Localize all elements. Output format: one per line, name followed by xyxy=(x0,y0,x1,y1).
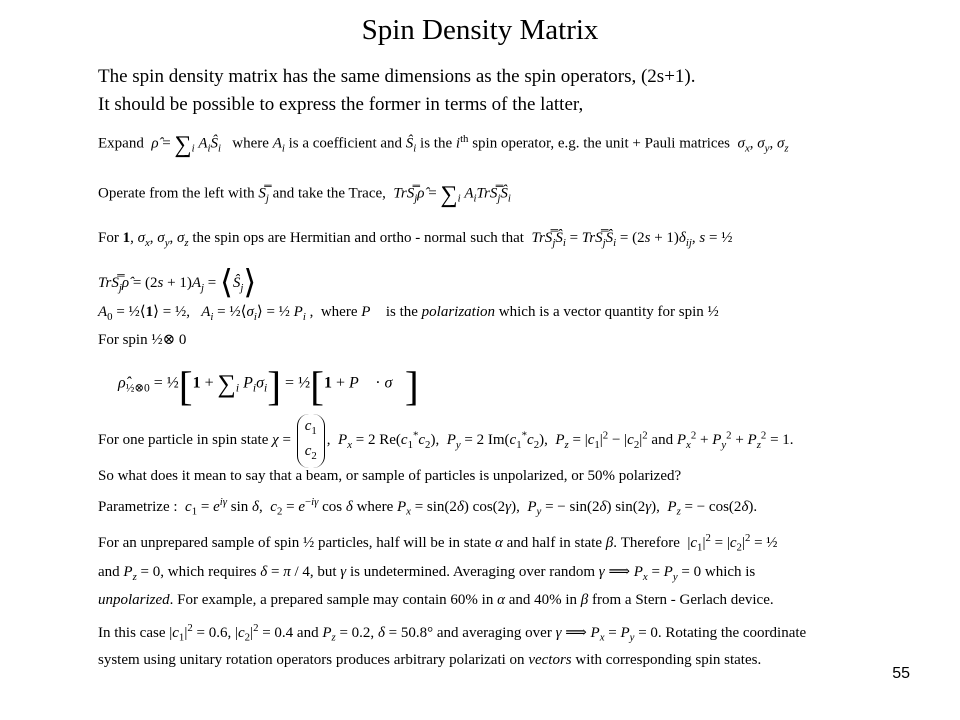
undetermined-line: and $P_z = 0$, which requires δ = π / 4, but γ is undetermined. Averaging over random γ ⟹ $P_x = P_y = 0$ which is xyxy=(98,564,756,583)
hermitian-text: the spin ops are Hermitian and ortho - normal such that xyxy=(192,230,524,246)
operate-text-b: and take the Trace, xyxy=(272,185,386,202)
but-word: , but xyxy=(309,564,337,580)
coef-text: is a coefficient and xyxy=(288,135,403,152)
slide-title: Spin Density Matrix xyxy=(361,14,599,46)
example-text: . For example, a prepared sample may contain 60% in xyxy=(169,592,494,608)
vectors-word: vectors xyxy=(528,652,572,668)
pol-is-the: is the xyxy=(385,304,418,320)
parametrize-line: Parametrize : $c_1 = e^{i\gamma}$ sin δ, $c_2 = e^{-i\gamma}$ cos δ where $P_x = \sin(2\delta)$ cos(2γ), $P_y$ = − sin(2δ) sin(2γ), $P_z$ = − cos(2δ). xyxy=(98,496,758,518)
and-averaging: and averaging over xyxy=(436,624,552,641)
and-pz: and xyxy=(98,564,120,580)
one-particle-line: For one particle in spin state $\chi = c_1$ $c_2$, $P_x = 2$ $Re(c_1^*c_2)$, $P_y = 2$ $Im(c_1^*c_2)$, $P_z = |c_1|^2 - |c_2|^2$ and $P_x^2 + P_y^2 + P_z^2 = 1$. xyxy=(98,414,794,468)
system-line xyxy=(98,652,761,669)
unpolarized-word: unpolarized xyxy=(98,592,170,608)
parametrize-label: Parametrize : xyxy=(98,498,178,515)
unprepared-line: For an unprepared sample of spin ½ particles, half will be in state α and half in state β. Therefore $|c_1|^2 = |c_2|^2$ = ½ xyxy=(98,532,778,554)
unprep-c: and half in state xyxy=(506,534,602,551)
unprep-d: . Therefore xyxy=(613,534,680,551)
hermitian-line: For 1, $\sigma_x$, $\sigma_y$, $\sigma_z$ the spin ops are Hermitian and ortho - normal such that $TrS̿_jŜ_i$ = $TrS̿_jŜ_i = (2s + 1)\delta_{ij}$, s = ½ xyxy=(98,230,733,249)
in-this-case-line: In this case $|c_1|^2 = 0.6$, $|c_2|^2 = 0.4$ and $P_z = 0.2$, δ = 50.8° and averaging over γ ⟹ $P_x = P_y = 0$. Rotating the coordinate xyxy=(98,622,807,644)
intro-line-1: The spin density matrix has the same dimensions as the spin operators, (2s+1). xyxy=(98,66,696,87)
one-particle-text: For one particle in spin state xyxy=(98,432,269,449)
in-this-case: In this case xyxy=(98,624,166,641)
pol-where: where xyxy=(320,304,358,320)
for-spin-text: For spin xyxy=(98,332,148,348)
page-number: 55 xyxy=(892,665,910,682)
question-line: So what does it mean to say that a beam, or sample of particles is unpolarized, or 50% polarized? xyxy=(98,468,682,484)
pol-tail: which is a vector quantity for spin xyxy=(498,304,704,320)
system-b: with corresponding spin states. xyxy=(575,652,762,668)
example-line: unpolarized. For example, a prepared sample may contain 60% in α and 40% in β from a Stern - Gerlach device. xyxy=(98,592,774,608)
which-is: which is xyxy=(704,564,756,580)
which-requires: , which requires xyxy=(160,564,257,580)
unprep-b: particles, half will be in state xyxy=(317,534,492,551)
expand-line: Expand ρ̂ = $\sum_i$ $A_iŜ_i$ where $A_i$ is a coefficient and $Ŝ_i$ is the $i^{th}$ spin operator, e.g. the unit + Pauli matrices $\sigma_x$, $\sigma_y$, $\sigma_z$ xyxy=(98,132,789,158)
operate-text-a: Operate from the left with xyxy=(98,185,255,202)
system-a: system using unitary rotation operators produces arbitrary polarizati on xyxy=(98,652,525,668)
expand-tail: spin operator, e.g. the unit + Pauli matrices xyxy=(472,135,731,152)
polarization-word: polarization xyxy=(421,304,496,320)
operate-line: Operate from the left with $S̿_j$ and take the Trace, $TrS̿_j\rhô = \sum_i$ $A_iTrS̿_jŜ_i$ xyxy=(98,182,511,208)
stern-gerlach-text: from a Stern - Gerlach device. xyxy=(592,592,774,608)
expand-word: Expand xyxy=(98,135,144,152)
unprep-a: For an unprepared sample of spin xyxy=(98,534,300,551)
is-the-text: is the xyxy=(420,135,453,152)
where-word: where xyxy=(232,135,269,152)
param-where: where xyxy=(356,498,394,515)
spinor-column: $c_1$ $c_2$ xyxy=(297,414,325,468)
intro-line-2: It should be possible to express the former in terms of the latter, xyxy=(98,94,584,115)
and-40: and 40% in xyxy=(508,592,578,608)
rotating-text: . Rotating the coordinate xyxy=(657,624,807,641)
for-spin-line: For spin ½⊗ 0 xyxy=(98,332,187,348)
rho-equation: $\rhô_{\frac{1}{2}\otimes 0}$ = ½[1 + $\sum_i$ $P_i\sigma_i$] = ½[1 + P⃗ · σ⃗] xyxy=(118,363,419,409)
trace-line: $TrS̿_j\rhô = (2s + 1)A_j$ = $⟨Ŝ_j⟩$ xyxy=(98,265,257,301)
undetermined-text: is undetermined. Averaging over random xyxy=(349,564,596,580)
polarization-line: $A_0$ = ½⟨1⟩ = ½, $A_i$ = $\frac{1}{2}⟨\sigma_i⟩$ = ½ $P_i$ , where P⃗ is the polarization which is a vector quantity for spin ½ xyxy=(98,304,719,323)
and-word: and xyxy=(651,432,674,449)
th-sup: th xyxy=(460,132,469,145)
